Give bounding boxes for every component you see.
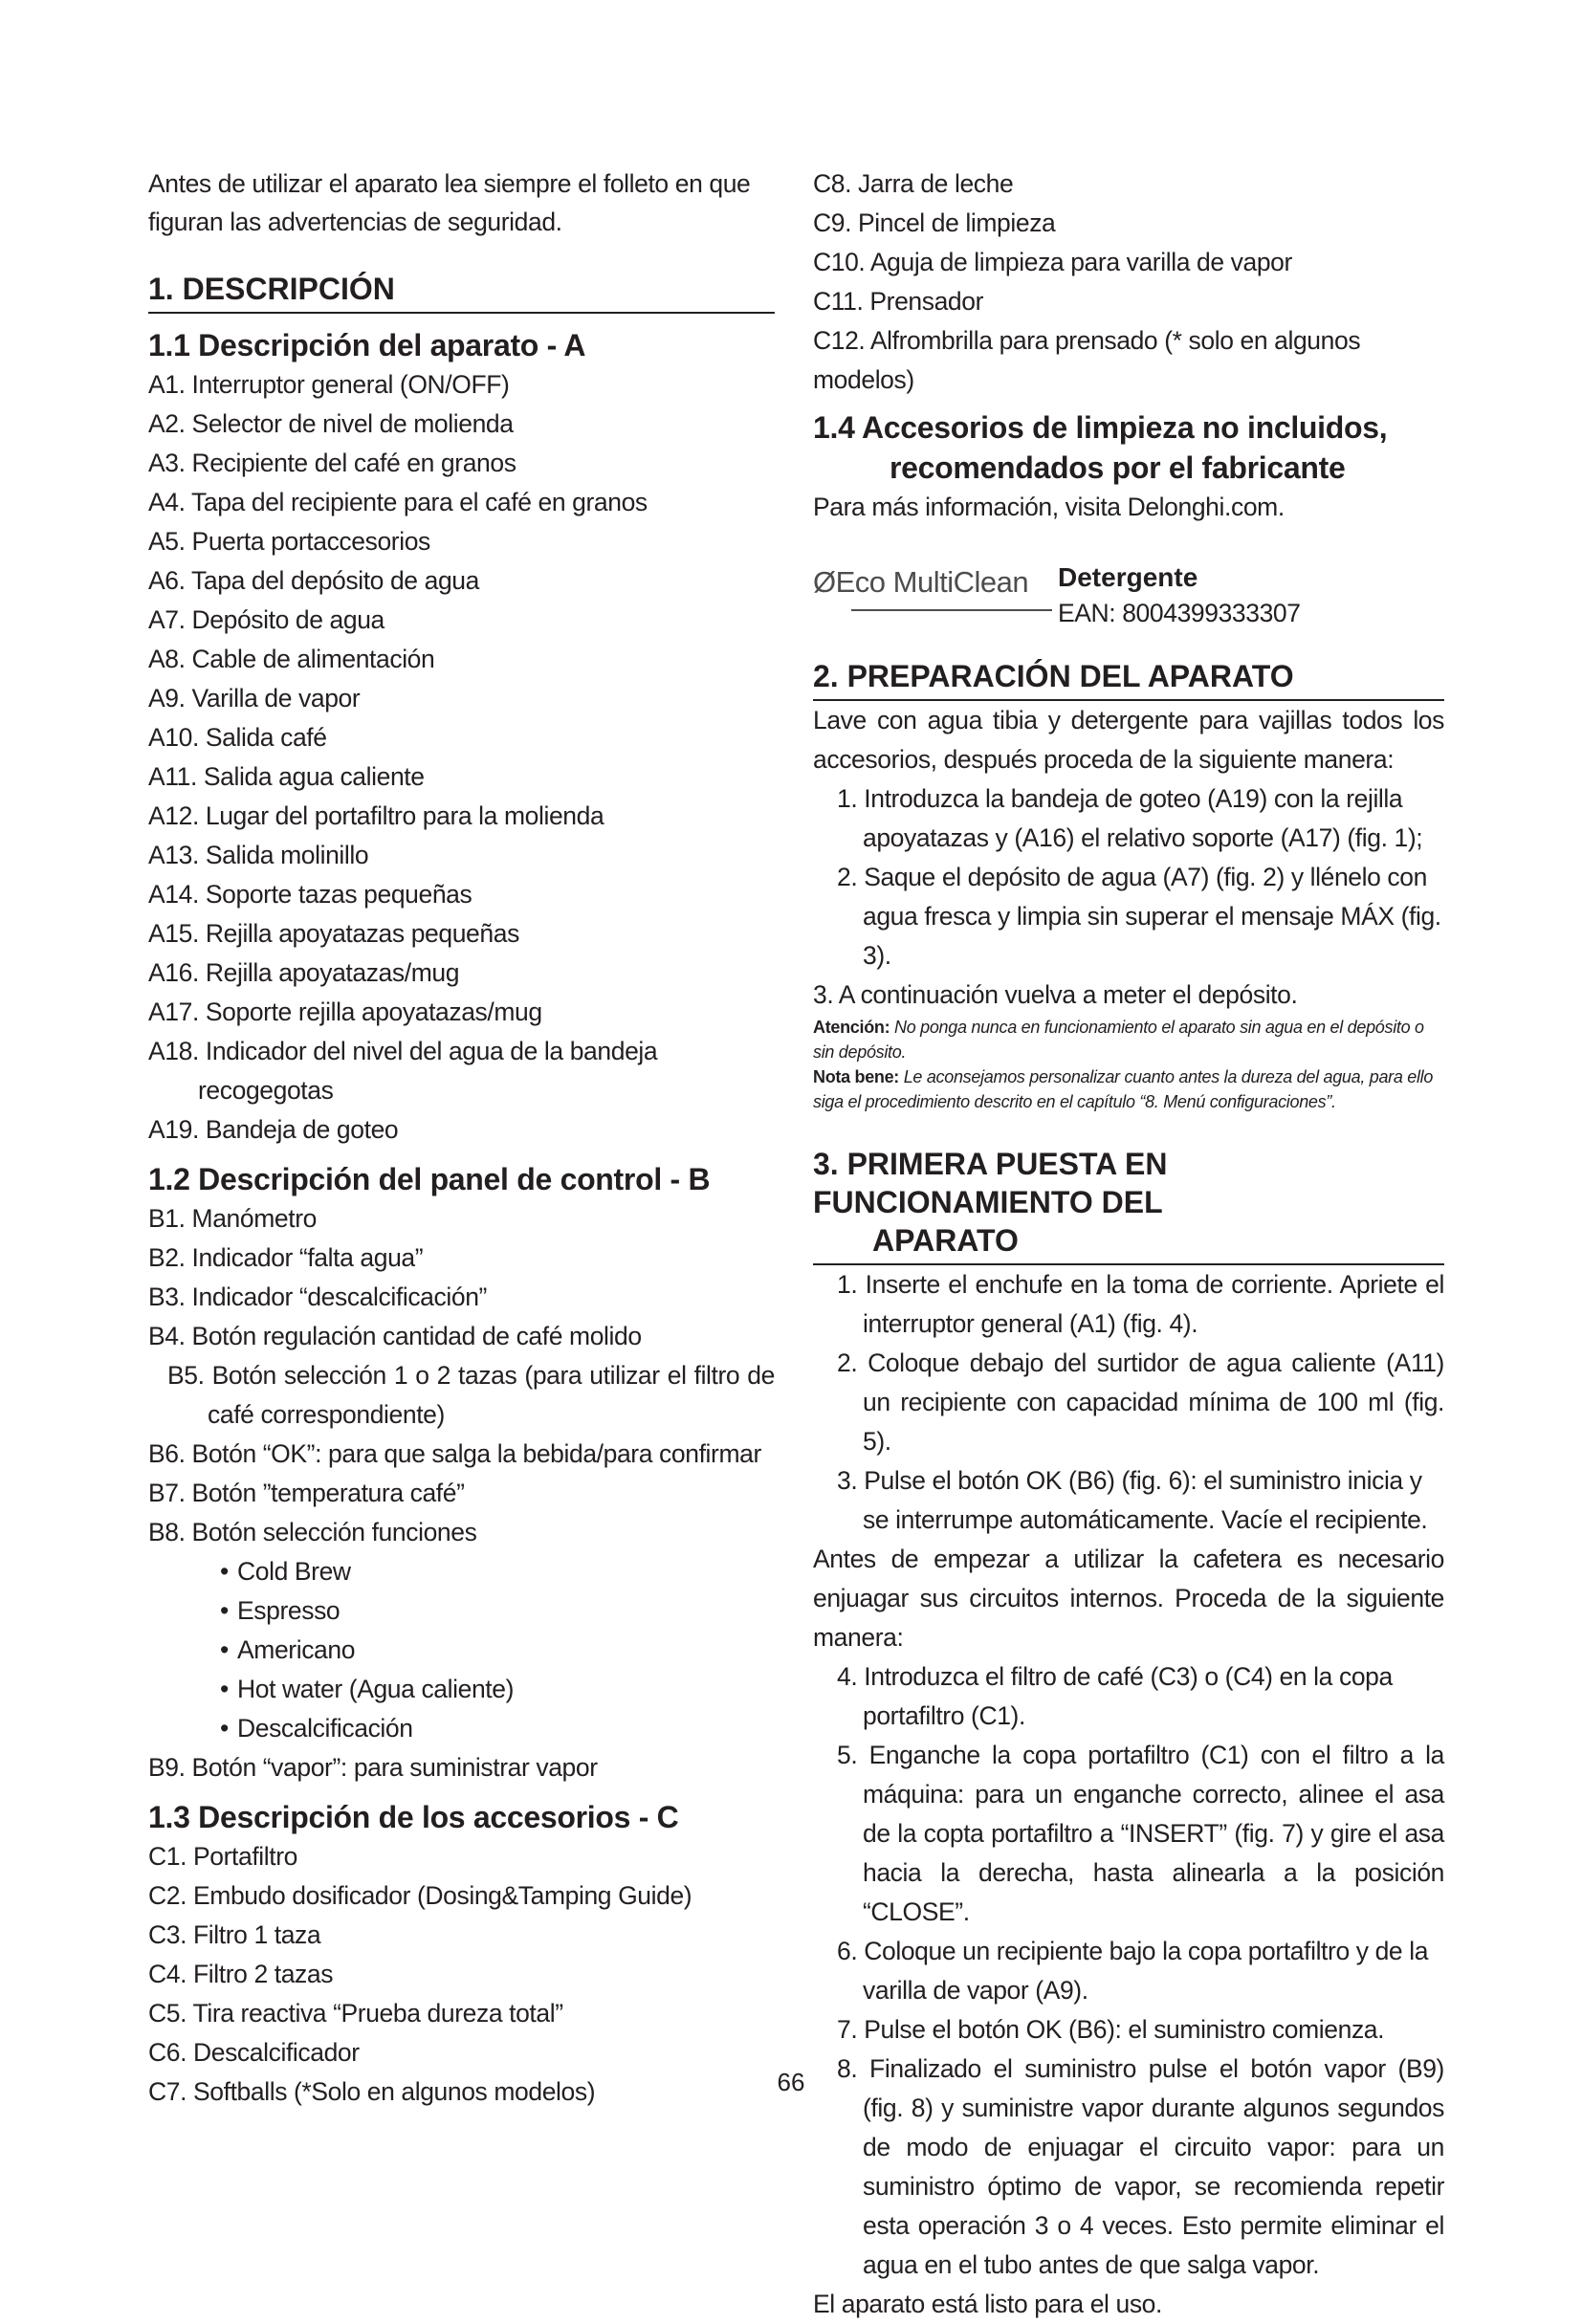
list-item: C7. Softballs (*Solo en algunos modelos) xyxy=(148,2077,596,2106)
list-item: 2. Coloque debajo del surtidor de agua caliente (A11) un recipiente con capacidad mínima de 100 ml (fig. 5). xyxy=(837,1348,1444,1456)
list-item: A17. Soporte rejilla apoyatazas/mug xyxy=(148,998,542,1026)
list-item: A14. Soporte tazas pequeñas xyxy=(148,880,472,909)
list-item: A7. Depósito de agua xyxy=(148,605,385,634)
list-item: B4. Botón regulación cantidad de café molido xyxy=(148,1322,642,1350)
list-item: B8. Botón selección funciones xyxy=(148,1518,477,1546)
list-item: B3. Indicador “descalcificación” xyxy=(148,1283,487,1311)
page-number: 66 xyxy=(777,2068,805,2096)
list-item-b9: B9. Botón “vapor”: para suministrar vapor xyxy=(148,1753,598,1782)
list-item: A18. Indicador del nivel del agua de la bandeja recogegotas xyxy=(148,1037,658,1105)
list-item: C6. Descalcificador xyxy=(148,2038,360,2067)
list-item: 8. Finalizado el suministro pulse el botón vapor (B9) (fig. 8) y suministre vapor durante algunos segundos de modo de enjuagar el circuito vapor: para un suministro óptimo de vapor, se recomienda repetir esta operación 3 o 4 veces. Esto permite eliminar el agua en el tubo antes de que salga vapor. xyxy=(837,2054,1444,2279)
list-item: C9. Pincel de limpieza xyxy=(813,208,1056,237)
list-item: A19. Bandeja de goteo xyxy=(148,1115,399,1144)
appliance-parts-list xyxy=(148,365,775,1150)
list-item: 3. Pulse el botón OK (B6) (fig. 6): el suministro inicia y se interrumpe automáticamente. Vacíe el recipiente. xyxy=(837,1466,1428,1534)
attention-note: Atención: No ponga nunca en funcionamiento el aparato sin agua en el depósito o sin depósito. xyxy=(813,1018,1424,1062)
list-item: A9. Varilla de vapor xyxy=(148,684,361,713)
right-column xyxy=(813,164,1444,2324)
list-item: A8. Cable de alimentación xyxy=(148,645,435,673)
list-item: 2. Saque el depósito de agua (A7) (fig. 2) y llénelo con agua fresca y limpia sin superar el mensaje MÁX (fig. 3). xyxy=(837,863,1441,970)
list-item: C10. Aguja de limpieza para varilla de vapor xyxy=(813,248,1292,276)
list-item: A6. Tapa del depósito de agua xyxy=(148,566,479,595)
list-item: C8. Jarra de leche xyxy=(813,169,1014,198)
list-item: C1. Portafiltro xyxy=(148,1842,298,1871)
list-item: • Hot water (Agua caliente) xyxy=(148,1670,775,1709)
section-3-title: 3. PRIMERA PUESTA EN FUNCIONAMIENTO DEL APARATO xyxy=(813,1145,1444,1265)
section-2-title: 2. PREPARACIÓN DEL APARATO xyxy=(813,657,1444,701)
control-panel-list xyxy=(148,1199,775,1552)
section-1-title: 1. DESCRIPCIÓN xyxy=(148,270,775,314)
list-item: B7. Botón ”temperatura café” xyxy=(148,1479,465,1507)
subsection-1-4-title: 1.4 Accesorios de limpieza no incluidos, recomendados por el fabricante xyxy=(813,410,1388,485)
list-item: A13. Salida molinillo xyxy=(148,841,369,869)
product-ean: EAN: 8004399333307 xyxy=(1058,599,1301,627)
list-item: A16. Rejilla apoyatazas/mug xyxy=(148,958,460,987)
list-item: C3. Filtro 1 taza xyxy=(148,1920,321,1949)
list-item: B1. Manómetro xyxy=(148,1204,317,1233)
list-item: 1. Introduzca la bandeja de goteo (A19) con la rejilla apoyatazas y (A16) el relativo soporte (A17) (fig. 1); xyxy=(837,784,1423,852)
list-item: C12. Alfrombrilla para prensado (* solo en algunos modelos) xyxy=(813,326,1361,394)
accessories-list-continued xyxy=(813,164,1444,400)
eco-multiclean-logo: ØEco MultiClean xyxy=(813,559,1052,628)
functions-list xyxy=(148,1552,775,1748)
list-item: A10. Salida café xyxy=(148,723,327,752)
recommended-product xyxy=(813,559,1444,628)
product-info xyxy=(1058,559,1301,630)
list-item: • Descalcificación xyxy=(148,1709,775,1748)
left-column xyxy=(148,164,775,2112)
list-item: C2. Embudo dosificador (Dosing&Tamping Guide) xyxy=(148,1881,692,1910)
list-item: A11. Salida agua caliente xyxy=(148,762,425,791)
list-item: A1. Interruptor general (ON/OFF) xyxy=(148,370,510,399)
section-2-intro: Lave con agua tibia y detergente para vajillas todos los accesorios, después proceda de la siguiente manera: xyxy=(813,706,1444,774)
list-item: C11. Prensador xyxy=(813,287,984,316)
list-item: A4. Tapa del recipiente para el café en granos xyxy=(148,488,648,516)
more-info-text: Para más información, visita Delonghi.com. xyxy=(813,493,1285,521)
subsection-1-2-title: 1.2 Descripción del panel de control - B xyxy=(148,1162,711,1196)
safety-intro: Antes de utilizar el aparato lea siempre el folleto en que figuran las advertencias de seguridad. xyxy=(148,169,751,236)
preparation-steps xyxy=(813,779,1444,1015)
list-item: A15. Rejilla apoyatazas pequeñas xyxy=(148,919,519,948)
list-item: B6. Botón “OK”: para que salga la bebida/para confirmar xyxy=(148,1439,761,1468)
list-item: A2. Selector de nivel de molienda xyxy=(148,409,514,438)
list-item: 4. Introduzca el filtro de café (C3) o (C4) en la copa portafiltro (C1). xyxy=(837,1662,1393,1730)
list-item: A5. Puerta portaccesorios xyxy=(148,527,430,556)
product-name: Detergente xyxy=(1058,562,1198,592)
list-item: 3. A continuación vuelva a meter el depósito. xyxy=(813,980,1298,1009)
list-item: A3. Recipiente del café en granos xyxy=(148,449,516,477)
list-item: • Espresso xyxy=(148,1591,775,1631)
section-3-middle-text: Antes de empezar a utilizar la cafetera es necesario enjuagar sus circuitos internos. Proceda de la siguiente manera: xyxy=(813,1545,1444,1652)
first-use-steps xyxy=(813,1265,1444,1540)
rinse-steps xyxy=(813,1657,1444,2285)
list-item: 7. Pulse el botón OK (B6): el suministro comienza. xyxy=(837,2015,1385,2044)
list-item: 1. Inserte el enchufe en la toma de corriente. Apriete el interruptor general (A1) (fig. 4). xyxy=(837,1270,1444,1338)
list-item: • Americano xyxy=(148,1631,775,1670)
subsection-1-3-title: 1.3 Descripción de los accesorios - C xyxy=(148,1800,679,1834)
list-item: A12. Lugar del portafiltro para la molienda xyxy=(148,801,604,830)
list-item: B5. Botón selección 1 o 2 tazas (para utilizar el filtro de café correspondiente) xyxy=(167,1361,775,1429)
list-item: C5. Tira reactiva “Prueba dureza total” xyxy=(148,1999,563,2028)
nota-bene-note: Nota bene: Le aconsejamos personalizar cuanto antes la dureza del agua, para ello siga el procedimiento descrito en el capítulo “8. Menú configuraciones”. xyxy=(813,1067,1434,1111)
subsection-1-1-title: 1.1 Descripción del aparato - A xyxy=(148,328,586,362)
ready-text: El aparato está listo para el uso. xyxy=(813,2290,1162,2318)
list-item: • Cold Brew xyxy=(148,1552,775,1591)
list-item: 6. Coloque un recipiente bajo la copa portafiltro y de la varilla de vapor (A9). xyxy=(837,1937,1429,2005)
list-item: 5. Enganche la copa portafiltro (C1) con el filtro a la máquina: para un enganche correcto, alinee el asa de la copta portafiltro a “INSERT” (fig. 7) y gire el asa hacia la derecha, hasta alinearla a la posición “CLOSE”. xyxy=(837,1741,1444,1926)
list-item: C4. Filtro 2 tazas xyxy=(148,1960,334,1988)
list-item: B2. Indicador “falta agua” xyxy=(148,1243,424,1272)
